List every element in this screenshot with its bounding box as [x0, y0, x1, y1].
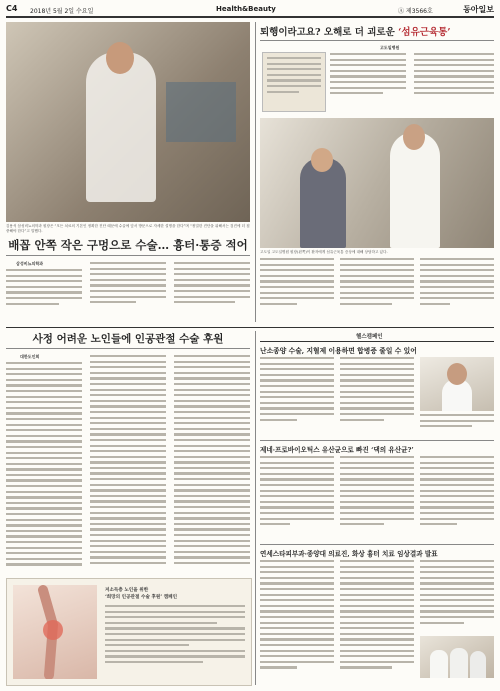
- photo-caption: 김용석 삼성비뇨의학과 원장은 “모든 치료의 기본인 정확한 진단 때문에 수술에 앞서 방문으로 자세한 설명을 한다”며 “정밀한 진단을 위해서는 검진에 더 집중해야 한다”고 말했다.: [6, 224, 250, 233]
- doctor-face: [403, 124, 425, 150]
- knee-illustration: [13, 585, 97, 679]
- page-header: [6, 4, 494, 18]
- text-column: [260, 357, 334, 437]
- text-column: [340, 456, 414, 540]
- consultation-photo: [260, 118, 494, 248]
- text-column: [340, 258, 414, 324]
- monitor-shape: [166, 82, 236, 142]
- text-column: [6, 269, 82, 325]
- right-headline: [260, 24, 494, 38]
- person-figure: [430, 650, 448, 678]
- text-column: [330, 53, 406, 115]
- portrait-caption: [420, 414, 494, 437]
- doctor-portrait: [420, 357, 494, 411]
- text-column: [174, 262, 250, 325]
- text-column: [260, 456, 334, 540]
- doctor-figure: [86, 52, 156, 202]
- right-headline-main: 퇴행이라고요? 오해로 더 괴로운: [260, 27, 395, 38]
- column-separator: [255, 22, 256, 322]
- campaign-label: 헬스캠페인: [356, 334, 383, 340]
- left-byline: 삼성비뇨의학과: [16, 261, 44, 266]
- page-number: C4: [6, 4, 18, 13]
- text-column: [420, 456, 494, 540]
- text-column: [420, 560, 494, 634]
- divider: [260, 40, 494, 41]
- probiotics-headline: 제네·프로바이오틱스 유산균으로 빠진 ‘댁의 유산균?’: [260, 446, 414, 454]
- doctor-photo: [6, 22, 250, 222]
- sidebar-box: [262, 52, 326, 112]
- doctor-face: [447, 363, 467, 385]
- section-divider: [6, 327, 494, 328]
- text-column: [90, 262, 166, 325]
- text-column: [260, 560, 334, 684]
- knee-icon: [13, 585, 97, 679]
- patient-face: [311, 148, 333, 172]
- right-headline-tag: ‘섬유근육통’: [398, 27, 451, 38]
- text-column: [340, 560, 414, 684]
- publication-name: 동아일보: [463, 5, 494, 14]
- campaign-label-bar: [260, 331, 494, 342]
- campaign-title: 저소득층 노인을 위한: [105, 588, 149, 593]
- research-photo: [420, 636, 494, 678]
- photo-caption: 고도일 고도일병원 원장(왼쪽)이 환자에게 섬유근육통 증상에 대해 상담하고 있다.: [260, 250, 388, 254]
- right-byline: 고도일병원: [380, 45, 400, 50]
- text-column: [90, 355, 166, 572]
- text-column: [420, 258, 494, 324]
- burn-scar-headline: 연세스타피부과·종양대 의료진, 화상 흉터 치료 임상결과 발표: [260, 550, 438, 558]
- divider: [260, 544, 494, 545]
- doctor-face: [106, 42, 134, 74]
- ovary-headline: 난소종양 수술, 지혈제 이용하면 합병증 줄일 수 있어: [260, 347, 417, 355]
- divider: [260, 440, 494, 441]
- text-column: [340, 357, 414, 437]
- person-figure: [470, 651, 486, 678]
- left-headline: 배꼽 안쪽 작은 구멍으로 수술… 흉터·통증 적어: [8, 238, 248, 252]
- text-column: [6, 362, 82, 572]
- divider: [6, 348, 250, 349]
- campaign-subtitle: ‘희망의 인공관절 수술 후원’ 캠페인: [105, 595, 178, 600]
- bottom-left-headline: 사정 어려운 노인들에 인공관절 수술 후원: [32, 333, 224, 345]
- divider: [6, 255, 250, 256]
- issue-number: Ⓐ 제3566호: [398, 8, 433, 15]
- text-column: [260, 258, 334, 324]
- text-column: [174, 355, 250, 572]
- text-column: [414, 53, 494, 115]
- column-separator: [255, 331, 256, 685]
- issue-date: 2018년 5월 2일 수요일: [30, 8, 94, 15]
- bottom-left-byline: 대한도인회: [20, 354, 40, 359]
- person-figure: [450, 648, 468, 678]
- campaign-box: [6, 578, 252, 686]
- section-title: Health&Beauty: [216, 5, 276, 13]
- campaign-details: [105, 605, 245, 679]
